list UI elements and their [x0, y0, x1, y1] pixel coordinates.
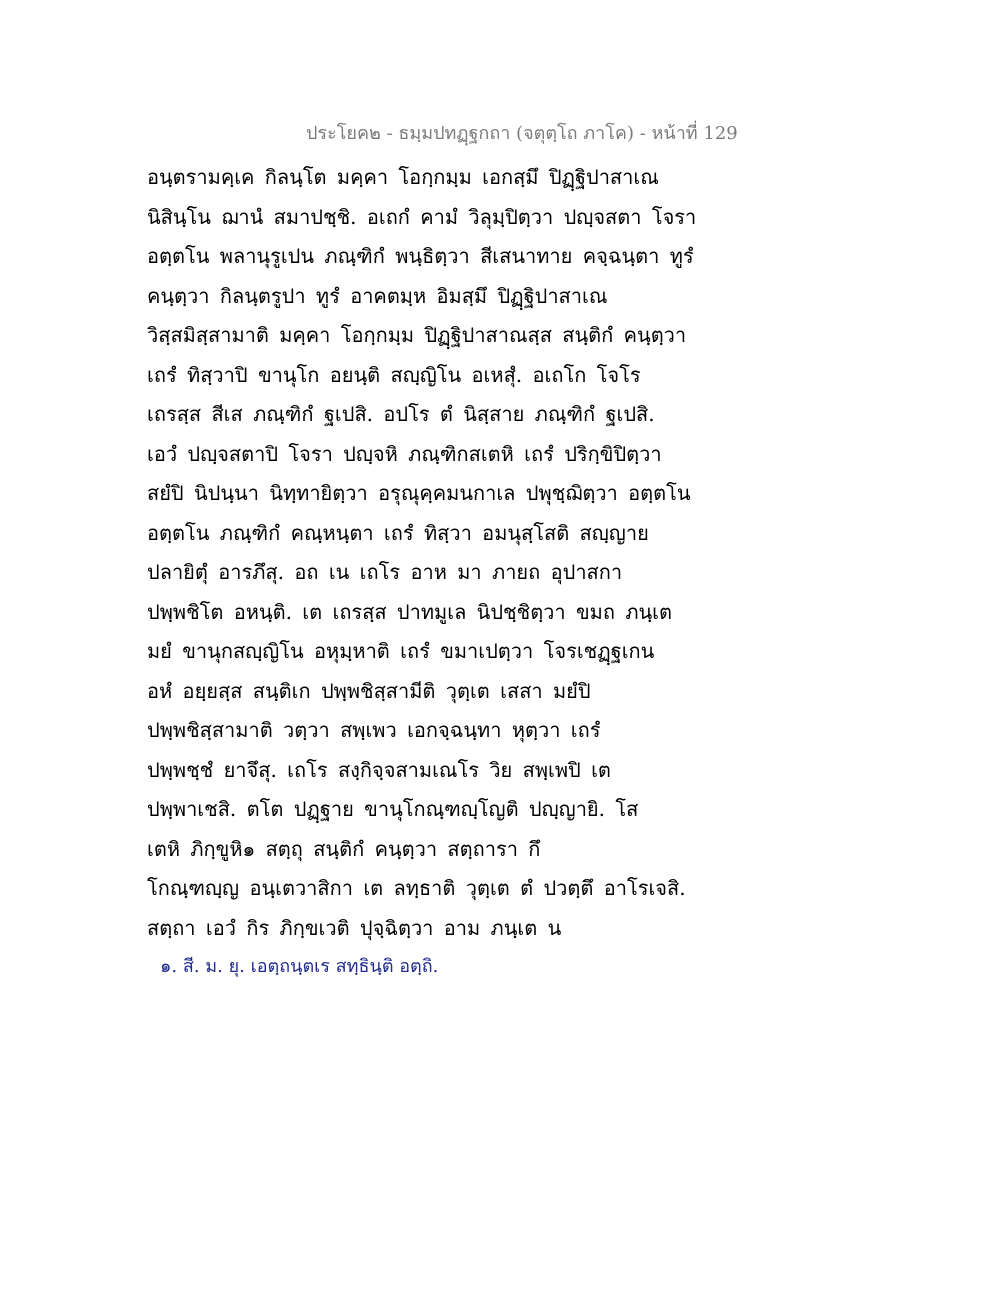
text-line: สตฺถา เอวํ กิร ภิกฺขเวติ ปุจฺฉิตฺวา อาม ภนฺเต น	[147, 915, 562, 940]
text-line: คนฺตฺวา กิลนฺตรูปา ทูรํ อาคตมฺห อิมสฺมึ ปิฏฺฐิปาสาเณ	[147, 283, 608, 308]
text-line: ปพฺพชิโต อหนฺติ. เต เถรสฺส ปาทมูเล นิปชฺชิตฺวา ขมถ ภนฺเต	[147, 599, 673, 624]
text-line: อนฺตรามคฺเค กิลนฺโต มคฺคา โอกฺกมฺม เอกสฺมึ ปิฏฺฐิปาสาเณ	[147, 165, 659, 189]
text-line: เถรํ ทิสฺวาปิ ขานุโก อยนฺติ สญฺญิโน อเหสุํ. อเถโก โจโร	[147, 362, 641, 387]
footnote: ๑. สี. ม. ยุ. เอตฺถนฺตเร สทฺธินฺติ อตฺถิ.	[160, 956, 439, 977]
text-line: อตฺตโน ภณฺฑิกํ คณฺหนฺตา เถรํ ทิสฺวา อมนุสฺโสติ สญฺญาย	[147, 520, 649, 545]
text-line: อตฺตโน พลานุรูเปน ภณฺฑิกํ พนฺธิตฺวา สีเสนาทาย คจฺฉนฺตา ทูรํ	[147, 244, 694, 268]
text-line: เตหิ ภิกฺขูหิ๑ สตฺถุ สนฺติกํ คนฺตฺวา สตฺถารา กึ	[147, 836, 541, 861]
text-line: สยํปิ นิปนฺนา นิทฺทายิตฺวา อรุณุคฺคมนกาเล ปพุชฺฌิตฺวา อตฺตโน	[147, 481, 691, 505]
text-line: ปพฺพชิสฺสามาติ วตฺวา สพฺเพว เอกจฺฉนฺทา หุตฺวา เถรํ	[147, 718, 601, 742]
text-line: ปพฺพชฺชํ ยาจึสุ. เถโร สงฺกิจฺจสามเณโร วิย สพฺเพปิ เต	[147, 757, 611, 782]
text-line: เอวํ ปญฺจสตาปิ โจรา ปญฺจหิ ภณฺฑิกสเตหิ เถรํ ปริกฺขิปิตฺวา	[147, 441, 662, 466]
text-line: มยํ ขานุกสญฺญิโน อหุมฺหาติ เถรํ ขมาเปตฺวา โจรเชฏฺฐเกน	[147, 639, 655, 663]
text-line: อหํ อยฺยสฺส สนฺติเก ปพฺพชิสฺสามีติ วุตฺเต เสสา มยํปิ	[147, 678, 591, 703]
body-text	[147, 158, 707, 948]
text-line: โกณฺฑญฺญ อนฺเตวาสิกา เต ลทฺธาติ วุตฺเต ตํ ปวตฺตึ อาโรเจสิ.	[147, 876, 686, 900]
page-header: ประโยค๒ - ธมฺมปทฏฺฐกถา (จตุตฺโถ ภาโค) - หน้าที่ 129	[306, 123, 738, 144]
text-line: ปพฺพาเชสิ. ตโต ปฏฺฐาย ขานุโกณฺฑญฺโญติ ปญฺญายิ. โส	[147, 797, 639, 821]
text-line: เถรสฺส สีเส ภณฺฑิกํ ฐเปสิ. อปโร ตํ นิสฺสาย ภณฺฑิกํ ฐเปสิ.	[147, 402, 655, 426]
text-line: วิสฺสมิสฺสามาติ มคฺคา โอกฺกมฺม ปิฏฺฐิปาสาณสฺส สนฺติกํ คนฺตฺวา	[147, 323, 687, 347]
text-line: ปลายิตุํ อารภึสุ. อถ เน เถโร อาห มา ภายถ อุปาสกา	[147, 560, 623, 584]
text-line: นิสินฺโน ฌานํ สมาปชฺชิ. อเถกํ คามํ วิลุมฺปิตฺวา ปญฺจสตา โจรา	[147, 204, 697, 229]
